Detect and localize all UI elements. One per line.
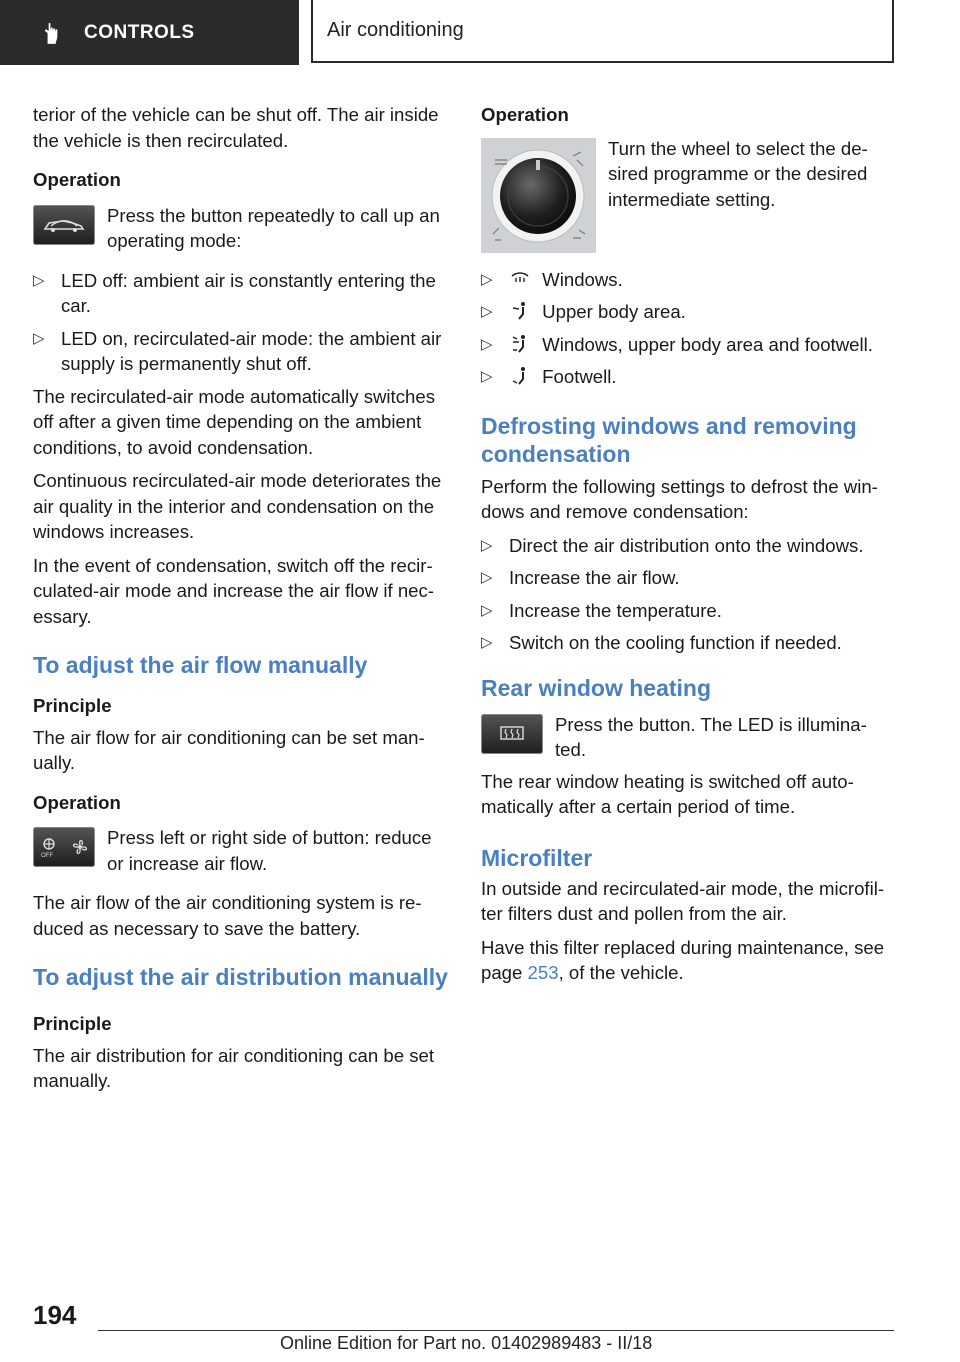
list-item: ▷ Increase the temperature.: [481, 598, 897, 624]
heading-air-flow: To adjust the air flow manually: [33, 652, 368, 678]
svg-text:OFF: OFF: [40, 853, 53, 858]
subheading-principle: Principle: [33, 695, 112, 716]
defrost-list: [481, 533, 897, 656]
air-flow-button-image: [33, 827, 95, 867]
heading-air-distribution: To adjust the air distribution manually: [33, 964, 448, 990]
heading-microfilter: Microfilter: [481, 844, 593, 871]
windows-body-footwell-icon: [509, 334, 531, 354]
hand-pointer-icon: [40, 20, 66, 46]
triangle-bullet-icon: ▷: [481, 270, 493, 288]
list-item: ▷ Direct the air distribution onto the windows.: [481, 533, 897, 559]
paragraph: The air flow of the air conditioning system is re‐duced as necessary to save the battery.: [33, 892, 422, 939]
list-item: ▷ Increase the air flow.: [481, 565, 897, 591]
triangle-bullet-icon: ▷: [33, 271, 45, 289]
list-item: ▷ Windows.: [481, 267, 897, 293]
left-column: [33, 102, 449, 1094]
paragraph: The rear window heating is switched off auto‐matically after a certain period of time.: [481, 770, 854, 817]
airflow-operation: [33, 825, 449, 876]
paragraph: In the event of condensation, switch off the recir‐culated-air mode and increase the air flow if nec‐essary.: [33, 554, 435, 627]
heading-defrosting: Defrosting windows and removing condensation: [481, 412, 857, 467]
recirculation-car-icon: [41, 215, 87, 235]
paragraph: Continuous recirculated-air mode deteriorates the air quality in the interior and condensation on the windows increases.: [33, 470, 442, 542]
triangle-bullet-icon: ▷: [481, 601, 493, 619]
windscreen-icon: [509, 269, 531, 289]
operation-text: Press the button repeatedly to call up an operating mode:: [107, 204, 440, 251]
list-item: ▷ Footwell.: [481, 364, 897, 390]
triangle-bullet-icon: ▷: [33, 329, 45, 347]
triangle-bullet-icon: ▷: [481, 368, 493, 385]
paragraph: The air distribution for air conditioning can be set manually.: [33, 1044, 435, 1091]
distribution-list: [481, 267, 897, 390]
list-item: ▷ Windows, upper body area and footwell.: [481, 332, 897, 358]
recirc-operation: [33, 203, 449, 254]
triangle-bullet-icon: ▷: [481, 536, 493, 554]
section-label: CONTROLS: [84, 21, 195, 43]
rotary-knob-icon: [481, 138, 596, 253]
recirculation-button-image: [33, 205, 95, 245]
paragraph: The recirculated-air mode automatically switches off after a given time depending on the ambient conditions, to avoid condensation.: [33, 385, 435, 458]
upper-body-icon: [509, 301, 531, 321]
operation-text: Press the button. The LED is illumina‐ted.: [555, 713, 867, 760]
operation-text: Turn the wheel to select the de‐sired programme or the desired intermediate setting.: [608, 137, 868, 210]
subheading-operation: Operation: [481, 104, 569, 125]
rear-heating-operation: [481, 712, 897, 763]
heading-rear-window-heating: Rear window heating: [481, 674, 712, 701]
paragraph: In outside and recirculated-air mode, the microfil‐ter filters dust and pollen from the air.: [481, 877, 885, 924]
section-tab: [0, 0, 299, 65]
recirc-mode-list: [33, 268, 449, 377]
rear-window-heating-button-image: [481, 714, 543, 754]
distribution-knob-image: [481, 138, 596, 253]
footwell-icon: [509, 366, 531, 386]
triangle-bullet-icon: ▷: [481, 335, 493, 353]
right-column: [481, 102, 897, 986]
subheading-operation: Operation: [33, 169, 121, 190]
paragraph: Have this filter replaced during maintenance, see page 253, of the vehicle.: [481, 936, 885, 983]
list-item: ▷ LED off: ambient air is constantly entering the car.: [33, 269, 436, 316]
triangle-bullet-icon: ▷: [481, 569, 493, 586]
chapter-title-box: [311, 0, 894, 63]
subheading-operation: Operation: [33, 791, 121, 813]
triangle-bullet-icon: ▷: [481, 634, 493, 651]
list-item: ▷ LED on, recirculated-air mode: the ambient air supply is permanently shut off.: [33, 327, 442, 374]
edition-footer: Online Edition for Part no. 01402989483 - II/18: [280, 1333, 653, 1353]
paragraph: terior of the vehicle can be shut off. The air inside the vehicle is then recirculated.: [33, 104, 439, 151]
page-link[interactable]: 253: [527, 962, 559, 983]
chapter-title: Air conditioning: [327, 19, 464, 41]
triangle-bullet-icon: ▷: [481, 303, 493, 320]
subheading-principle: Principle: [33, 1013, 112, 1034]
list-item: ▷ Switch on the cooling function if needed.: [481, 630, 897, 656]
rear-defrost-icon: [497, 723, 527, 745]
paragraph: The air flow for air conditioning can be set man‐ually.: [33, 726, 425, 773]
page-number: 194: [33, 1300, 77, 1330]
list-item: ▷ Upper body area.: [481, 299, 897, 325]
footer-divider: [98, 1330, 894, 1331]
fan-icon: [70, 837, 90, 857]
operation-text: Press left or right side of button: reduce or increase air flow.: [107, 827, 432, 874]
fan-off-icon: [39, 836, 59, 858]
distribution-operation: [481, 138, 897, 253]
paragraph: Perform the following settings to defrost the win‐dows and remove condensation:: [481, 475, 878, 522]
